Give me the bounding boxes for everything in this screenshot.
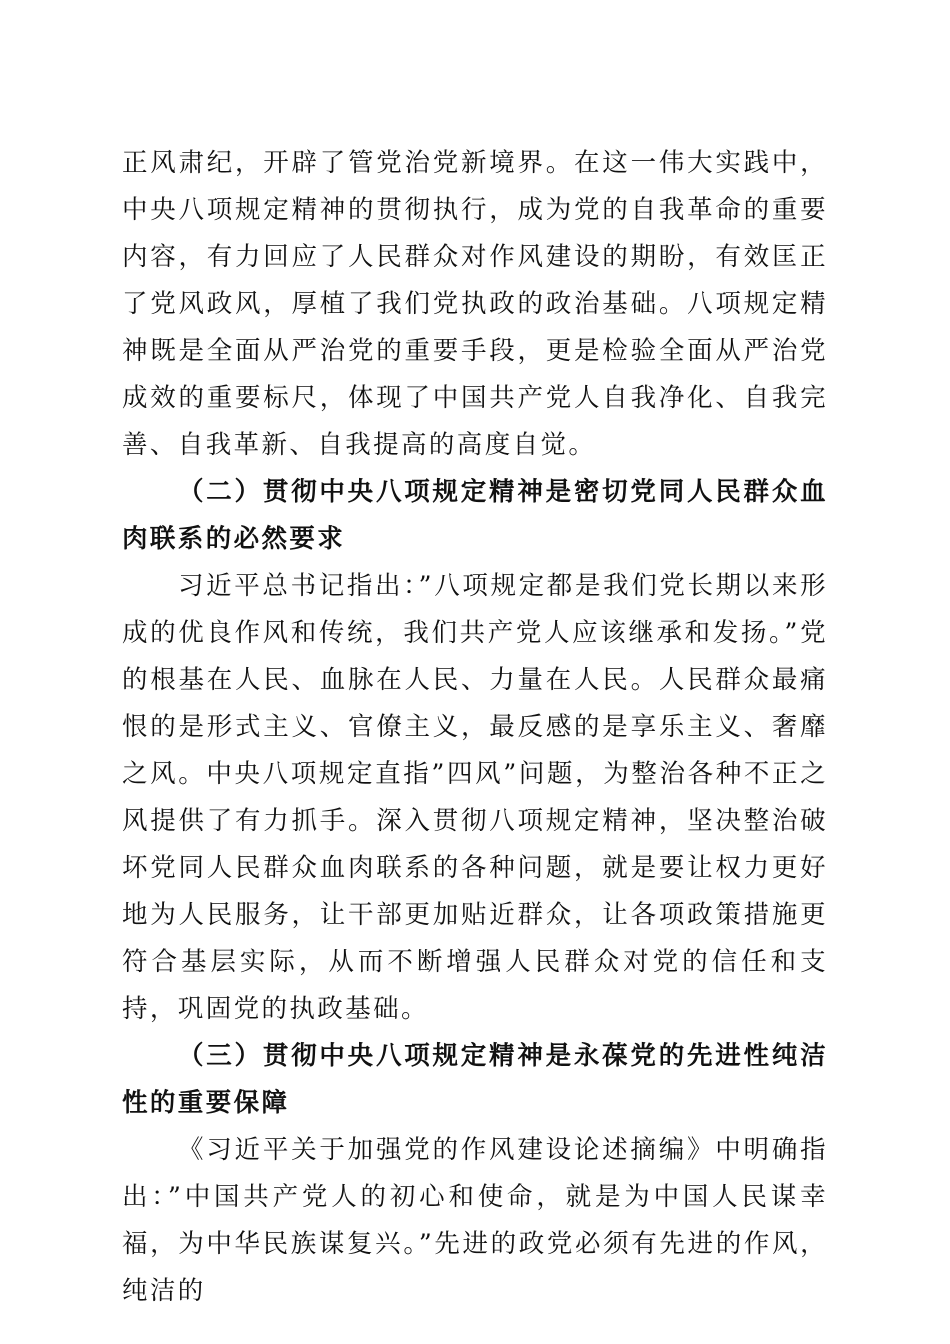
section-heading-3: （三）贯彻中央八项规定精神是永葆党的先进性纯洁性的重要保障 — [122, 1041, 828, 1118]
section-heading-2: （二）贯彻中央八项规定精神是密切党同人民群众血肉联系的必然要求 — [122, 477, 828, 554]
paragraph-continued: 正风肃纪，开辟了管党治党新境界。在这一伟大实践中，中央八项规定精神的贯彻执行，成为党的自我革命的重要内容，有力回应了人民群众对作风建设的期盼，有效匡正了党风政风，厚植了我们党执政的政治基础。八项规定精神既是全面从严治党的重要手段，更是检验全面从严治党成效的重要标尺，体现了中国共产党人自我净化、自我完善、自我革新、自我提高的高度自觉。 — [122, 148, 828, 460]
document-body — [122, 140, 828, 1315]
paragraph-body: 《习近平关于加强党的作风建设论述摘编》中明确指出：”中国共产党人的初心和使命，就是为中国人民谋幸福，为中华民族谋复兴。”先进的政党必须有先进的作风，纯洁的 — [122, 1135, 828, 1306]
paragraph-body: 习近平总书记指出：”八项规定都是我们党长期以来形成的优良作风和传统，我们共产党人应该继承和发扬。”党的根基在人民、血脉在人民、力量在人民。人民群众最痛恨的是形式主义、官僚主义，最反感的是享乐主义、奢靡之风。中央八项规定直指”四风”问题，为整治各种不正之风提供了有力抓手。深入贯彻八项规定精神，坚决整治破坏党同人民群众血肉联系的各种问题，就是要让权力更好地为人民服务，让干部更加贴近群众，让各项政策措施更符合基层实际，从而不断增强人民群众对党的信任和支持，巩固党的执政基础。 — [122, 571, 828, 1024]
